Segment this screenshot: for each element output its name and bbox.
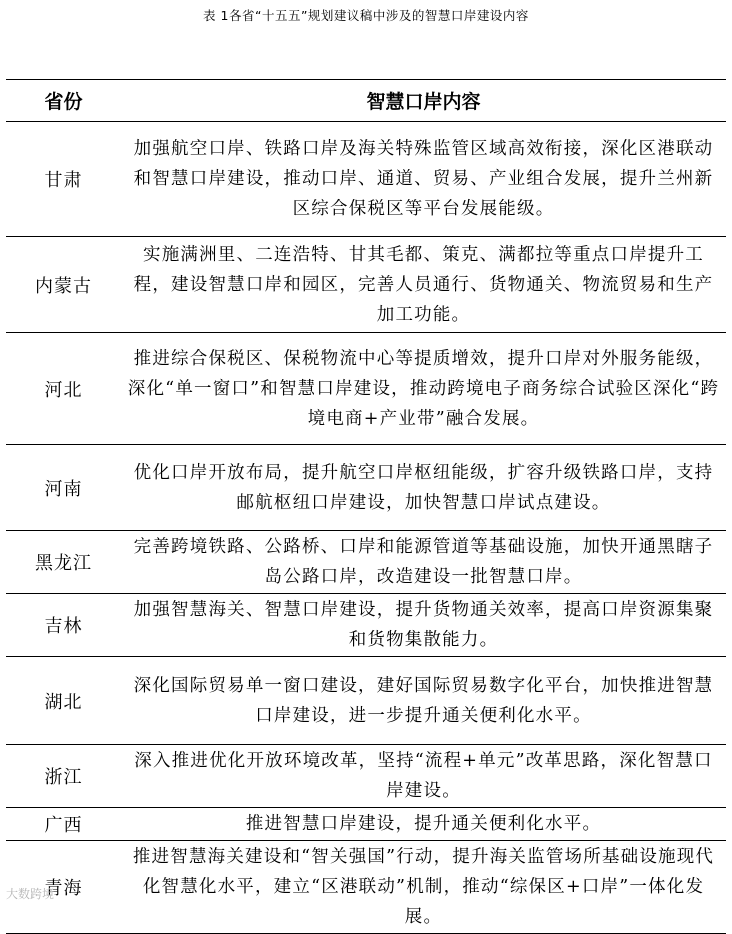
content-cell: 深入推进优化开放环境改革，坚持“流程+单元”改革思路，深化智慧口岸建设。 (121, 745, 726, 808)
province-cell: 广西 (6, 808, 121, 841)
province-cell: 青海 (6, 841, 121, 934)
content-cell: 加强航空口岸、铁路口岸及海关特殊监管区域高效衔接，深化区港联动和智慧口岸建设，推动口岸、通道、贸易、产业组合发展，提升兰州新区综合保税区等平台发展能级。 (121, 122, 726, 237)
province-cell: 甘肃 (6, 122, 121, 237)
content-cell: 完善跨境铁路、公路桥、口岸和能源管道等基础设施，加快开通黑瞎子岛公路口岸，改造建设一批智慧口岸。 (121, 531, 726, 594)
province-cell: 黑龙江 (6, 531, 121, 594)
content-cell: 推进综合保税区、保税物流中心等提质增效，提升口岸对外服务能级，深化“单一窗口”和智慧口岸建设，推动跨境电子商务综合试验区深化“跨境电商+产业带”融合发展。 (121, 333, 726, 445)
table-row (6, 122, 726, 237)
content-cell: 推进智慧口岸建设，提升通关便利化水平。 (121, 808, 726, 841)
content-cell: 实施满洲里、二连浩特、甘其毛都、策克、满都拉等重点口岸提升工程，建设智慧口岸和园区，完善人员通行、货物通关、物流贸易和生产加工功能。 (121, 237, 726, 333)
table-caption: 表 1各省“十五五”规划建议稿中涉及的智慧口岸建设内容 (203, 8, 529, 23)
watermark: 大数跨境 (6, 887, 55, 901)
table-row (6, 841, 726, 934)
table-row (6, 594, 726, 657)
content-cell: 加强智慧海关、智慧口岸建设，提升货物通关效率，提高口岸资源集聚和货物集散能力。 (121, 594, 726, 657)
province-cell: 浙江 (6, 745, 121, 808)
content-cell: 推进智慧海关建设和“智关强国”行动，提升海关监管场所基础设施现代化智慧化水平，建立“区港联动”机制，推动“综保区+口岸”一体化发展。 (121, 841, 726, 934)
table-row (6, 808, 726, 841)
content-cell: 优化口岸开放布局，提升航空口岸枢纽能级，扩容升级铁路口岸，支持邮航枢纽口岸建设，加快智慧口岸试点建设。 (121, 445, 726, 531)
table-row (6, 745, 726, 808)
province-cell: 河南 (6, 445, 121, 531)
province-cell: 内蒙古 (6, 237, 121, 333)
table-row (6, 657, 726, 745)
table-row (6, 333, 726, 445)
province-cell: 湖北 (6, 657, 121, 745)
table-row (6, 531, 726, 594)
table-header-row (6, 80, 726, 122)
header-content: 智慧口岸内容 (121, 80, 726, 122)
content-cell: 深化国际贸易单一窗口建设，建好国际贸易数字化平台，加快推进智慧口岸建设，进一步提升通关便利化水平。 (121, 657, 726, 745)
province-cell: 吉林 (6, 594, 121, 657)
table-row (6, 237, 726, 333)
province-cell: 河北 (6, 333, 121, 445)
table-row (6, 445, 726, 531)
header-province: 省份 (6, 80, 121, 122)
smart-port-table (6, 79, 726, 934)
